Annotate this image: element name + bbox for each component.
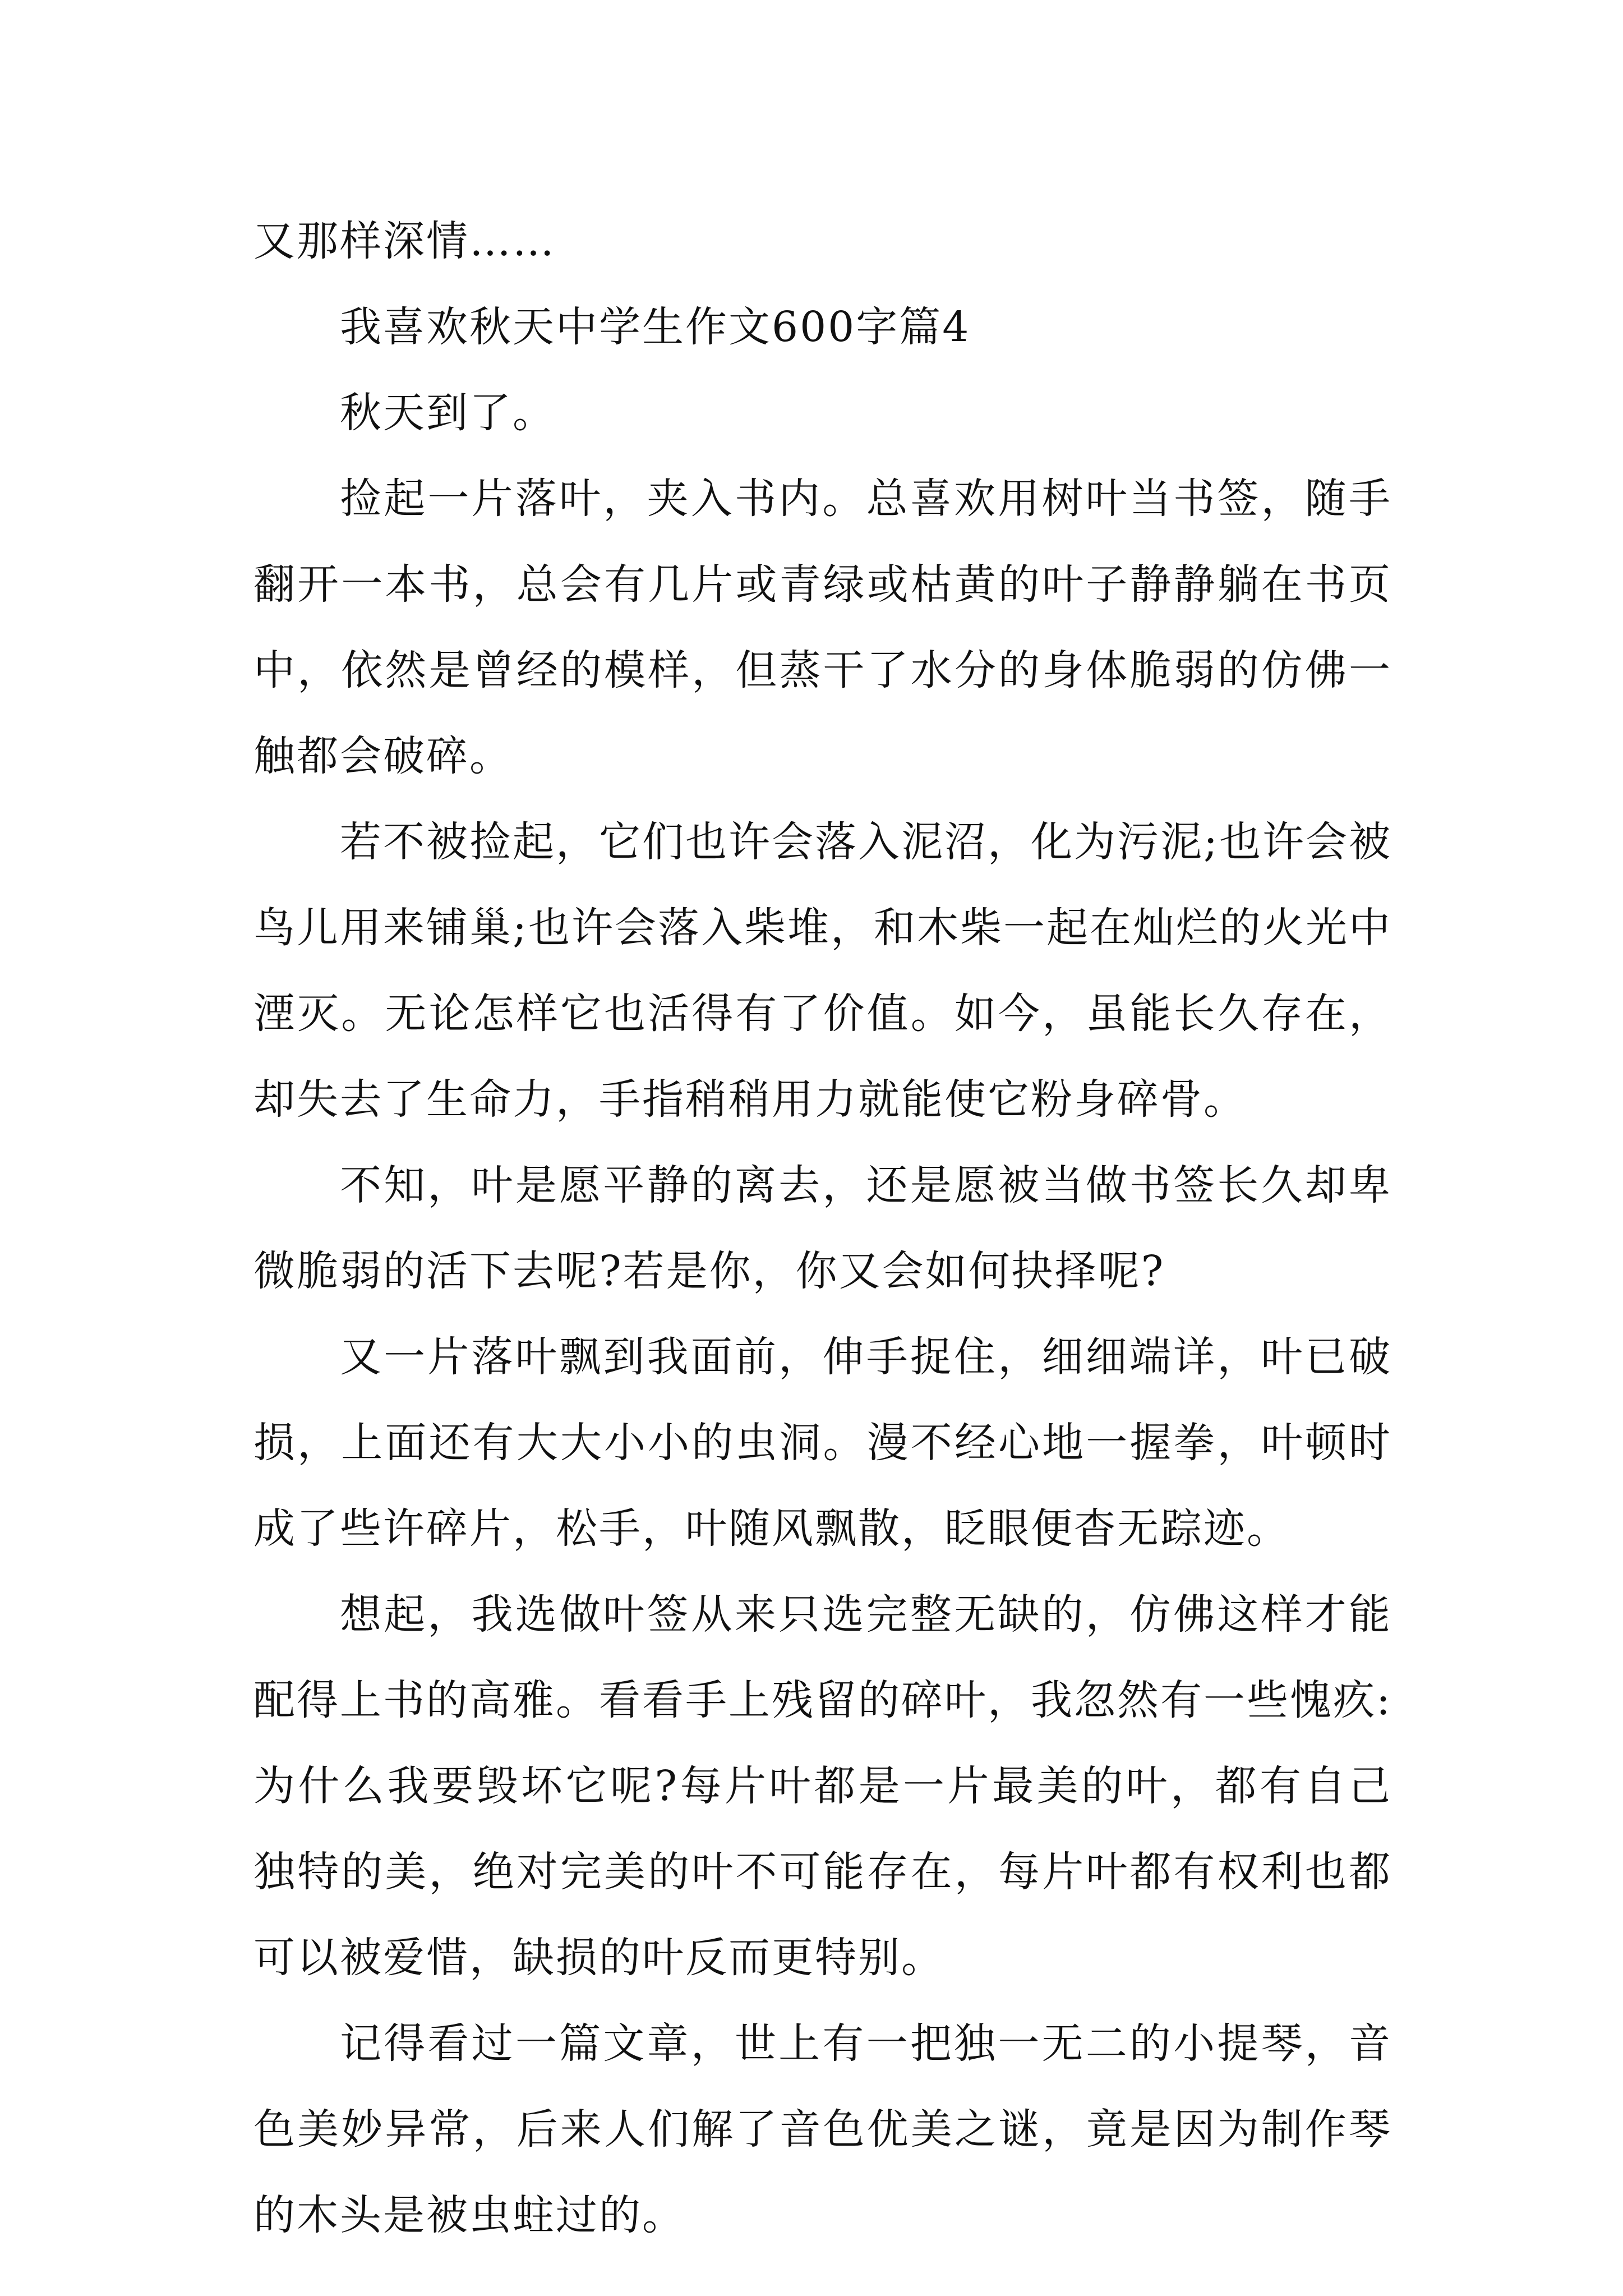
paragraph: 记得看过一篇文章，世上有一把独一无二的小提琴，音色美妙异常，后来人们解了音色优美之谜，竟是因为制作琴的木头是被虫蛀过的。	[253, 2019, 1392, 2239]
document-body	[253, 199, 1392, 2258]
paragraph: 想起，我选做叶签从来只选完整无缺的，仿佛这样才能配得上书的高雅。看看手上残留的碎叶，我忽然有一些愧疚:为什么我要毁坏它呢?每片叶都是一片最美的叶，都有自己独特的美，绝对完美的叶不可能存在，每片叶都有权利也都可以被爱惜，缺损的叶反而更特别。	[253, 1590, 1392, 1982]
paragraph: 捡起一片落叶，夹入书内。总喜欢用树叶当书签，随手翻开一本书，总会有几片或青绿或枯黄的叶子静静躺在书页中，依然是曾经的模样，但蒸干了水分的身体脆弱的仿佛一触都会破碎。	[253, 475, 1392, 780]
section-heading: 我喜欢秋天中学生作文600字篇4	[340, 303, 971, 351]
paragraph: 秋天到了。	[340, 389, 556, 437]
paragraph: 又一片落叶飘到我面前，伸手捉住，细细端详，叶已破损，上面还有大大小小的虫洞。漫不经心地一握拳，叶顿时成了些许碎片，松手，叶随风飘散，眨眼便杳无踪迹。	[253, 1333, 1392, 1553]
paragraph-continuation: 又那样深情……	[253, 217, 556, 265]
paragraph: 若不被捡起，它们也许会落入泥沼，化为污泥;也许会被鸟儿用来铺巢;也许会落入柴堆，和木柴一起在灿烂的火光中湮灭。无论怎样它也活得有了价值。如今，虽能长久存在，却失去了生命力，手指稍稍用力就能使它粉身碎骨。	[253, 818, 1392, 1124]
paragraph: 不知，叶是愿平静的离去，还是愿被当做书签长久却卑微脆弱的活下去呢?若是你，你又会如何抉择呢?	[253, 1161, 1392, 1295]
